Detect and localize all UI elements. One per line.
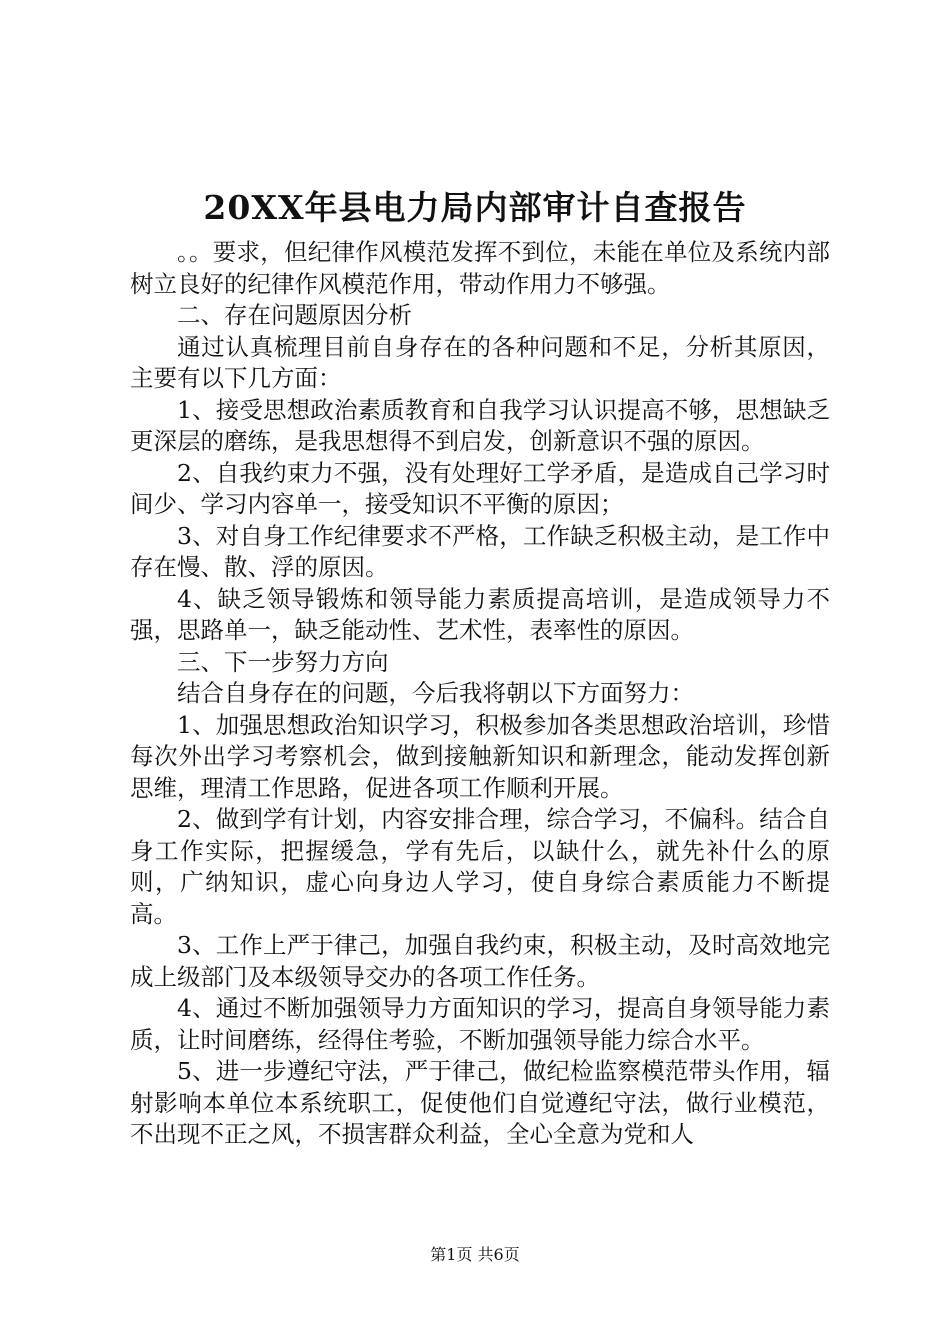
paragraph-direction-1: 1、加强思想政治知识学习，积极参加各类思想政治培训，珍惜每次外出学习考察机会，做到接触新知识和新理念，能动发挥创新思维，理清工作思路，促进各项工作顺利开展。	[130, 710, 830, 802]
paragraph-direction-5: 5、进一步遵纪守法，严于律己，做纪检监察模范带头作用，辐射影响本单位本系统职工，促使他们自觉遵纪守法，做行业模范，不出现不正之风，不损害群众利益，全心全意为党和人	[130, 1057, 830, 1148]
paragraph-direction-4: 4、通过不断加强领导力方面知识的学习，提高自身领导能力素质，让时间磨练，经得住考验，不断加强领导能力综合水平。	[130, 994, 830, 1054]
paragraph-cause-1: 1、接受思想政治素质教育和自我学习认识提高不够，思想缺乏更深层的磨练，是我思想得不到启发，创新意识不强的原因。	[130, 395, 830, 455]
section-heading-3: 三、下一步努力方向	[177, 647, 389, 676]
paragraph-direction-2: 2、做到学有计划，内容安排合理，综合学习，不偏科。结合自身工作实际，把握缓急，学有先后，以缺什么，就先补什么的原则，广纳知识，虚心向身边人学习，使自身综合素质能力不断提高。	[130, 805, 830, 928]
section-heading-2: 二、存在问题原因分析	[177, 301, 412, 329]
paragraph-continuation: 。。要求，但纪律作风模范发挥不到位，未能在单位及系统内部树立良好的纪律作风模范作用，带动作用力不够强。	[130, 238, 830, 298]
paragraph-direction-intro: 结合自身存在的问题，今后我将朝以下方面努力：	[177, 679, 694, 707]
page-number-footer: 第1页 共6页	[430, 1245, 520, 1264]
document-title: 20XX年县电力局内部审计自查报告	[203, 188, 747, 227]
paragraph-cause-3: 3、对自身工作纪律要求不严格，工作缺乏积极主动，是工作中存在慢、散、浮的原因。	[130, 521, 830, 581]
paragraph-cause-2: 2、自我约束力不强，没有处理好工学矛盾，是造成自己学习时间少、学习内容单一，接受知识不平衡的原因；	[130, 458, 830, 518]
paragraph-intro: 通过认真梳理目前自身存在的各种问题和不足，分析其原因，主要有以下几方面：	[130, 332, 830, 392]
document-body	[130, 237, 830, 1151]
paragraph-direction-3: 3、工作上严于律己，加强自我约束，积极主动，及时高效地完成上级部门及本级领导交办的各项工作任务。	[130, 931, 830, 991]
paragraph-cause-4: 4、缺乏领导锻炼和领导能力素质提高培训，是造成领导力不强，思路单一，缺乏能动性、艺术性，表率性的原因。	[130, 584, 830, 644]
